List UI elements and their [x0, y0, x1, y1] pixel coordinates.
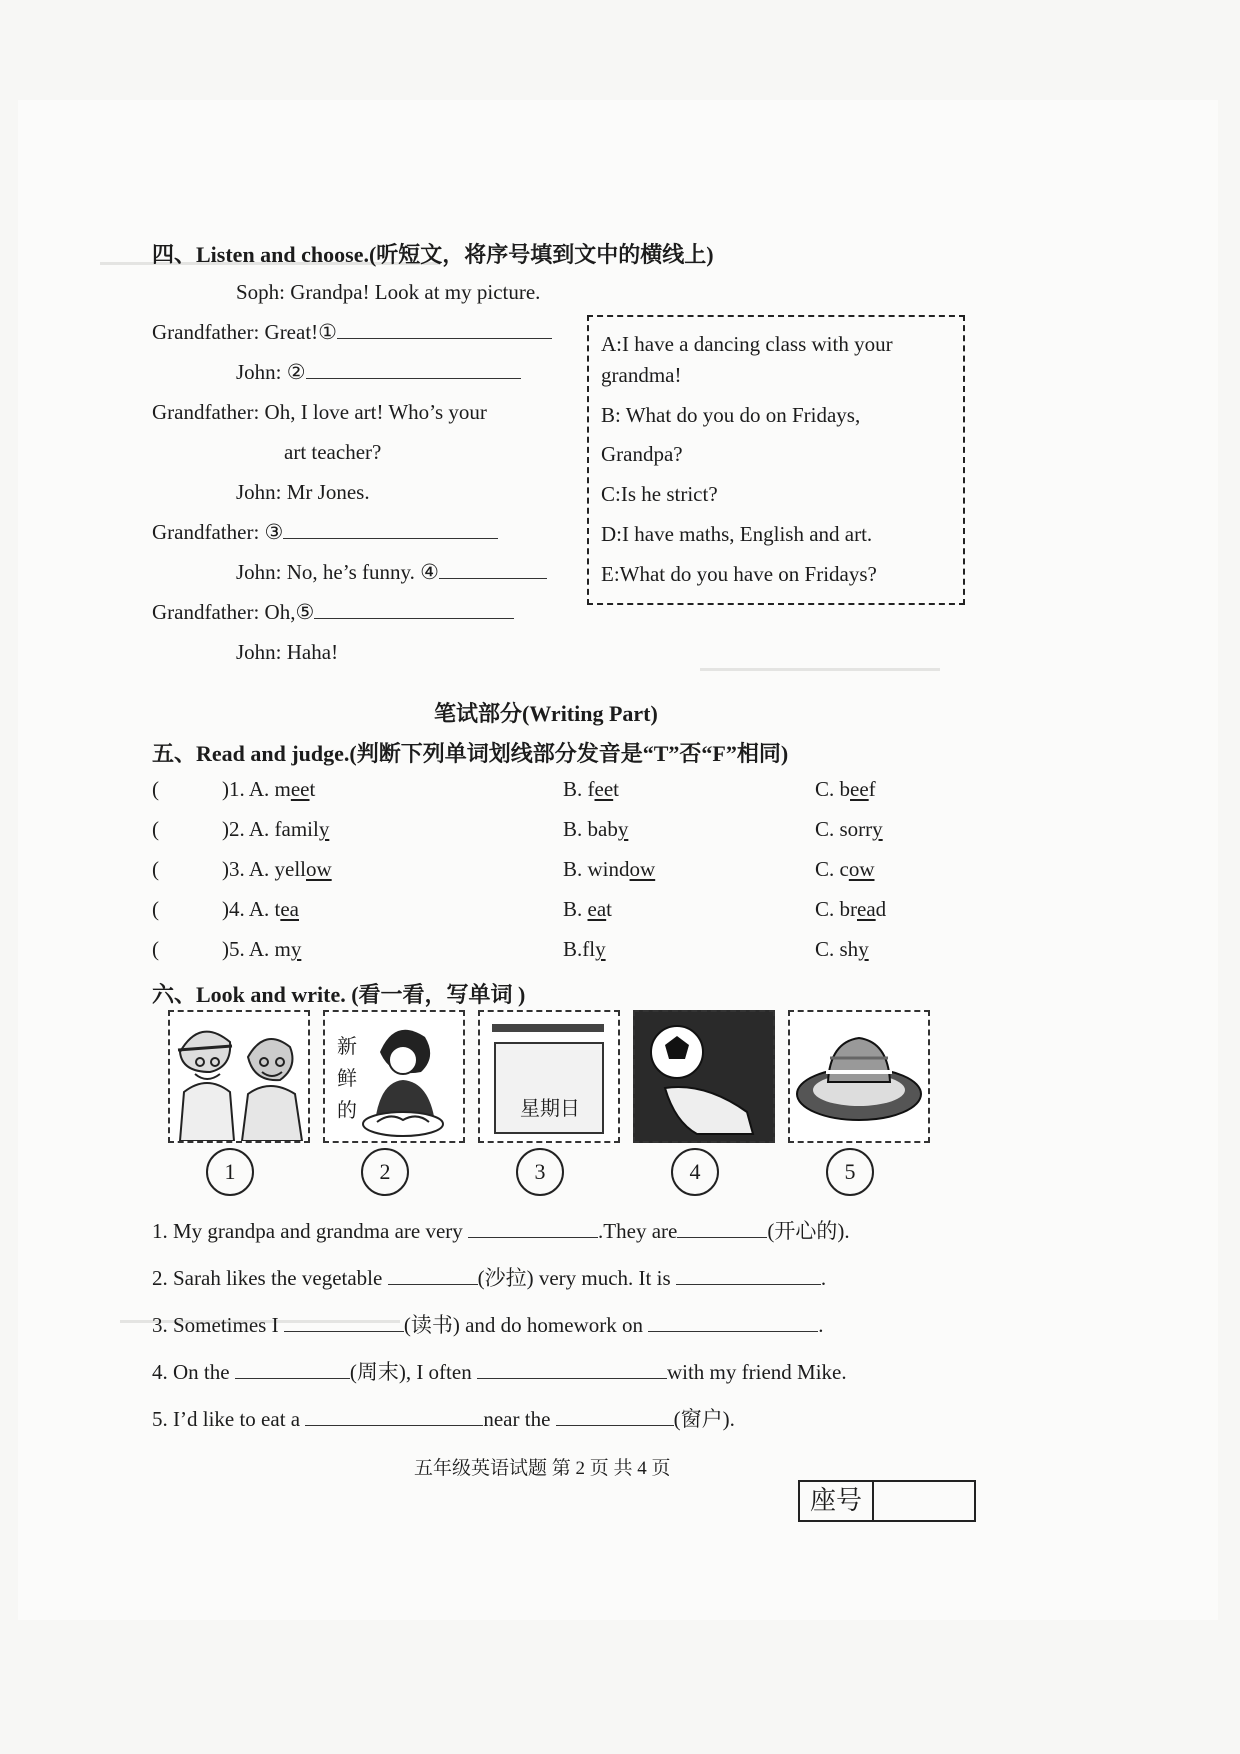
seat-number-field[interactable]	[874, 1482, 974, 1520]
calendar-sunday-icon	[478, 1010, 620, 1143]
answer-blank[interactable]	[677, 1219, 767, 1238]
picture-number: 5	[826, 1148, 874, 1196]
page-footer: 五年级英语试题 第 2 页 共 4 页	[414, 1458, 671, 1479]
picture-number: 3	[516, 1148, 564, 1196]
dialogue-line: Grandfather: Oh,⑤	[152, 600, 514, 625]
answer-blank[interactable]	[337, 320, 552, 339]
answer-blank[interactable]	[306, 360, 521, 379]
sandwich-plate-icon	[788, 1010, 930, 1143]
word-option-a: )4. A. tea	[222, 897, 299, 921]
happy-grandparents-icon	[168, 1010, 310, 1143]
word-option-b: B.fly	[563, 937, 606, 961]
sentence-2: 2. Sarah likes the vegetable (沙拉) very much. It is .	[152, 1266, 827, 1290]
picture-caption-char: 鲜	[337, 1068, 357, 1090]
options-box	[587, 315, 965, 605]
dialogue-line: Grandfather: Oh, I love art! Who’s your	[152, 400, 487, 424]
sentence-1: 1. My grandpa and grandma are very .They are (开心的).	[152, 1219, 850, 1243]
answer-blank[interactable]	[676, 1266, 821, 1285]
bleed-through-mark	[700, 668, 940, 671]
writing-part-title: 笔试部分(Writing Part)	[434, 701, 658, 726]
answer-blank[interactable]	[388, 1266, 478, 1285]
section6-heading: 六、Look and write. (看一看，写单词 )	[152, 982, 526, 1007]
section5-heading: 五、Read and judge.(判断下列单词划线部分发音是“T”否“F”相同)	[152, 741, 789, 766]
word-option-c: C. bread	[815, 897, 887, 921]
answer-blank[interactable]	[648, 1313, 818, 1332]
dialogue-line: Soph: Grandpa! Look at my picture.	[236, 280, 541, 304]
option-a: A:I have a dancing class with your	[601, 332, 893, 356]
answer-blank[interactable]	[477, 1360, 667, 1379]
word-option-b: B. window	[563, 857, 656, 881]
sentence-5: 5. I’d like to eat a near the (窗户).	[152, 1407, 735, 1431]
option-b-cont: Grandpa?	[601, 442, 683, 466]
word-option-c: C. cow	[815, 857, 875, 881]
word-option-b: B. eat	[563, 897, 613, 921]
picture-caption-char: 的	[337, 1100, 357, 1122]
dialogue-line: Grandfather: Great!①	[152, 320, 552, 345]
answer-blank[interactable]	[468, 1219, 598, 1238]
word-option-a: )5. A. my	[222, 937, 302, 961]
picture-caption-char: 新	[337, 1036, 357, 1058]
word-option-a: )1. A. meet	[222, 777, 316, 801]
sentence-4: 4. On the (周末), I often with my friend Mike.	[152, 1360, 847, 1384]
word-option-a: )2. A. family	[222, 817, 330, 841]
option-c: C:Is he strict?	[601, 482, 718, 506]
section4-heading: 四、Listen and choose.(听短文，将序号填到文中的横线上)	[152, 242, 714, 267]
dialogue-line: art teacher?	[284, 440, 382, 464]
football-kick-icon	[633, 1010, 775, 1143]
word-option-c: C. sorry	[815, 817, 883, 841]
picture-number: 2	[361, 1148, 409, 1196]
option-a-cont: grandma!	[601, 363, 682, 387]
dialogue-line: Grandfather: ③	[152, 520, 498, 545]
answer-paren[interactable]: (	[152, 777, 159, 801]
answer-blank[interactable]	[235, 1360, 350, 1379]
picture-number: 4	[671, 1148, 719, 1196]
girl-fresh-salad-icon	[323, 1010, 465, 1143]
seat-label: 座号	[800, 1482, 874, 1520]
answer-paren[interactable]: (	[152, 857, 159, 881]
dialogue-line: John: ②	[236, 360, 521, 385]
option-e: E:What do you have on Fridays?	[601, 562, 877, 586]
answer-blank[interactable]	[556, 1407, 674, 1426]
option-d: D:I have maths, English and art.	[601, 522, 873, 546]
seat-number-box	[798, 1480, 976, 1522]
word-option-a: )3. A. yellow	[222, 857, 332, 881]
word-option-b: B. feet	[563, 777, 619, 801]
answer-blank[interactable]	[283, 520, 498, 539]
dialogue-line: John: Mr Jones.	[236, 480, 370, 504]
answer-blank[interactable]	[314, 600, 514, 619]
sentence-3: 3. Sometimes I (读书) and do homework on .	[152, 1313, 824, 1337]
dialogue-line: John: Haha!	[236, 640, 339, 664]
answer-paren[interactable]: (	[152, 897, 159, 921]
answer-paren[interactable]: (	[152, 817, 159, 841]
word-option-b: B. baby	[563, 817, 629, 841]
option-b: B: What do you do on Fridays,	[601, 403, 861, 427]
calendar-caption: 星期日	[520, 1098, 580, 1120]
answer-blank[interactable]	[305, 1407, 483, 1426]
answer-blank[interactable]	[284, 1313, 404, 1332]
dialogue-line: John: No, he’s funny. ④	[236, 560, 547, 585]
answer-paren[interactable]: (	[152, 937, 159, 961]
word-option-c: C. beef	[815, 777, 876, 801]
answer-blank[interactable]	[439, 560, 547, 579]
picture-number: 1	[206, 1148, 254, 1196]
word-option-c: C. shy	[815, 937, 869, 961]
